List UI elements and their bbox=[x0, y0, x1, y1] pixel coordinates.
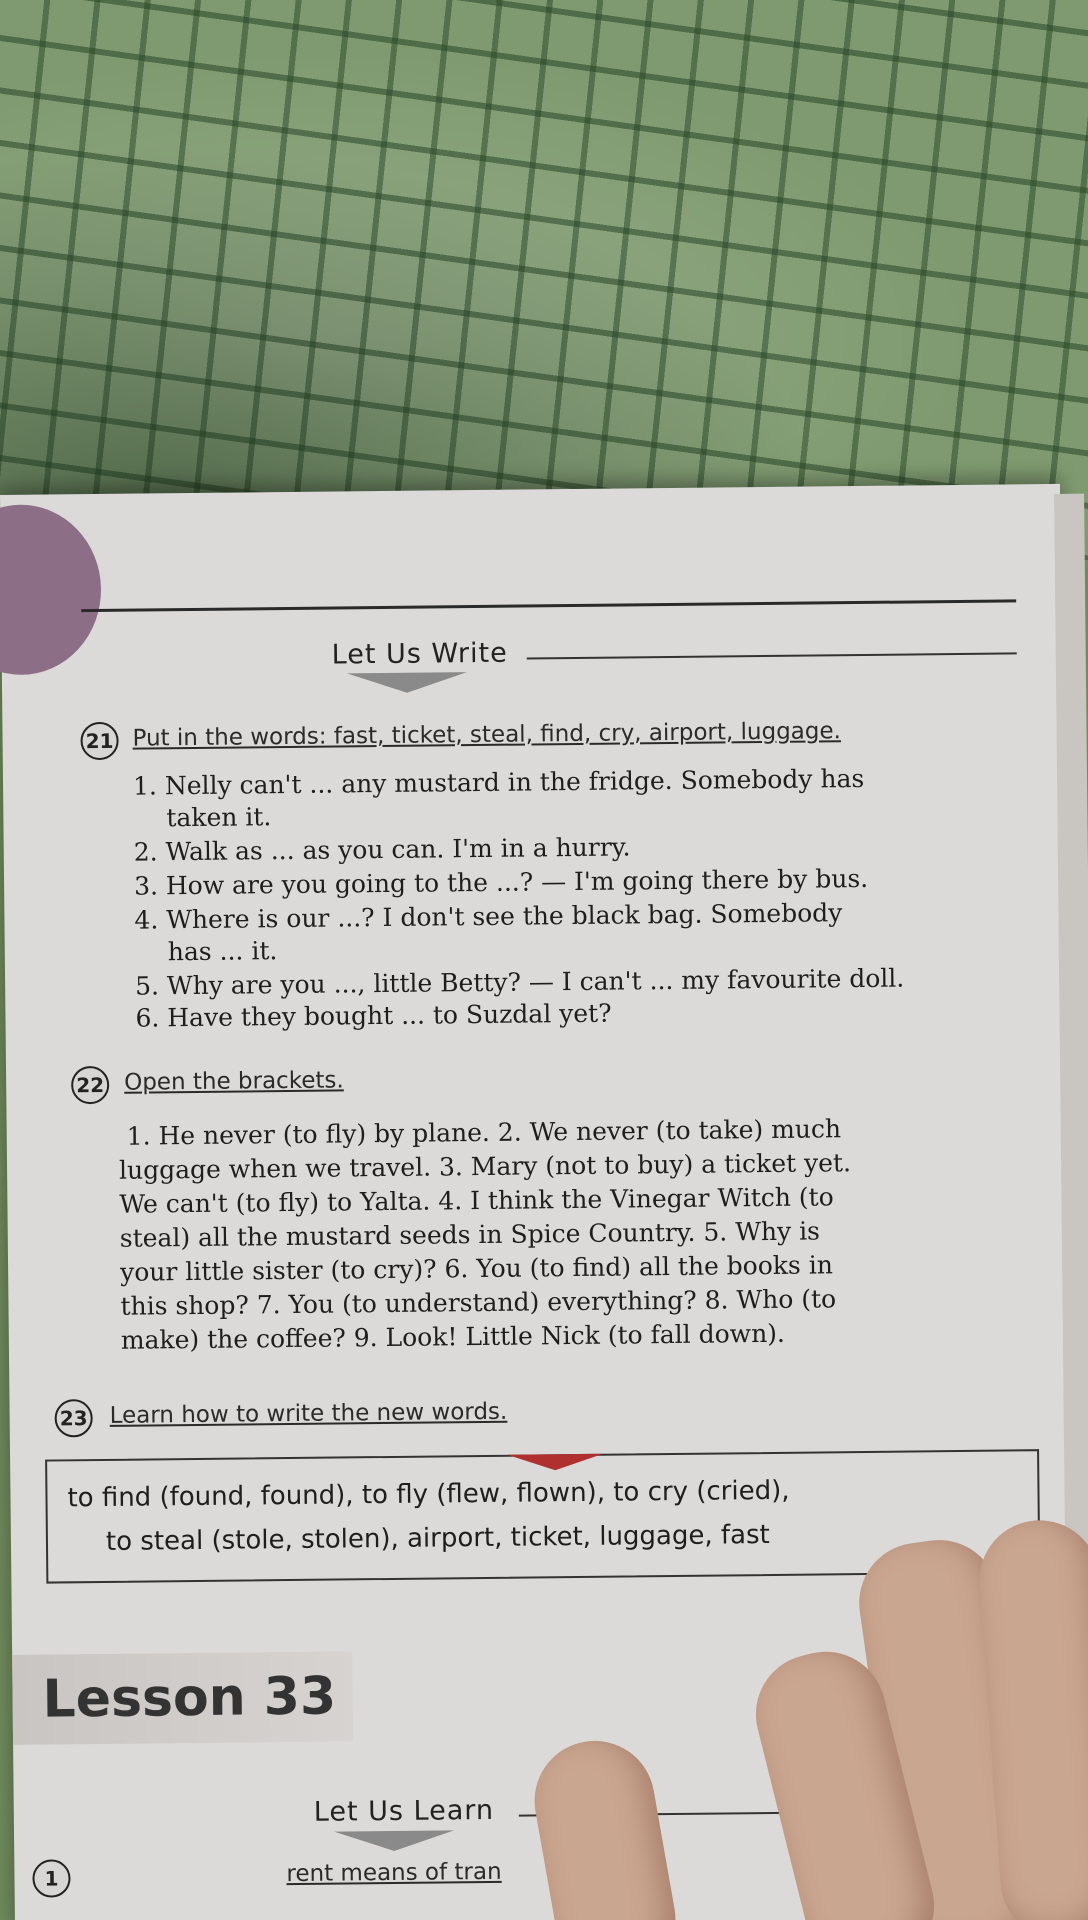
ex21-line: 1. Nelly can't ... any mustard in the fridge. Somebody has bbox=[132, 763, 865, 801]
ex22-line: steal) all the mustard seeds in Spice Country. 5. Why is bbox=[119, 1216, 821, 1253]
ex22-line: 1. He never (to fly) by plane. 2. We never (to take) much bbox=[126, 1114, 842, 1151]
new-words-line: to steal (stole, stolen), airport, ticket, luggage, fast bbox=[105, 1519, 770, 1557]
blanket-shadow bbox=[0, 0, 1088, 560]
box-tab bbox=[507, 1454, 603, 1471]
ex22-line: make) the coffee? 9. Look! Little Nick (to fall down). bbox=[120, 1318, 786, 1355]
ex22-line: this shop? 7. You (to understand) everything? 8. Who (to bbox=[120, 1284, 837, 1321]
corner-decoration bbox=[0, 504, 102, 676]
exercise-number-23: 23 bbox=[54, 1399, 92, 1437]
exercise-21-instruction: Put in the words: fast, ticket, steal, find, cry, airport, luggage. bbox=[132, 718, 842, 752]
ex21-line: 4. Where is our ...? I don't see the black bag. Somebody bbox=[134, 898, 843, 935]
heading-tab bbox=[347, 672, 467, 693]
ex21-line: has ... it. bbox=[167, 936, 278, 967]
ex22-line: your little sister (to cry)? 6. You (to find) all the books in bbox=[119, 1250, 833, 1287]
exercise-number-21: 21 bbox=[80, 722, 118, 760]
exercise-number-22: 22 bbox=[71, 1066, 109, 1104]
ex21-line: 5. Why are you ..., little Betty? — I can't ... my favourite doll. bbox=[134, 963, 905, 1001]
new-words-line: to find (found, found), to fly (flew, flown), to cry (cried), bbox=[67, 1475, 790, 1514]
ex21-line: 2. Walk as ... as you can. I'm in a hurry. bbox=[133, 832, 631, 867]
ex21-line: 6. Have they bought ... to Suzdal yet? bbox=[135, 998, 612, 1033]
exercise-number-1: 1 bbox=[32, 1859, 70, 1897]
exercise-1-instruction: rent means of tran bbox=[286, 1858, 502, 1888]
heading-rule bbox=[527, 652, 1017, 659]
ex21-line: 3. How are you going to the ...? — I'm going there by bus. bbox=[133, 863, 869, 901]
section-heading-learn: Let Us Learn bbox=[313, 1794, 495, 1828]
ex22-line: We can't (to fly) to Yalta. 4. I think the Vinegar Witch (to bbox=[119, 1182, 834, 1219]
lesson-title: Lesson 33 bbox=[42, 1666, 337, 1730]
section-heading-write: Let Us Write bbox=[331, 637, 508, 671]
exercise-22-instruction: Open the brackets. bbox=[124, 1067, 344, 1096]
top-rule bbox=[81, 599, 1016, 612]
ex22-line: luggage when we travel. 3. Mary (not to buy) a ticket yet. bbox=[118, 1148, 852, 1185]
exercise-23-instruction: Learn how to write the new words. bbox=[109, 1398, 508, 1429]
heading-tab bbox=[334, 1830, 454, 1851]
ex21-line: taken it. bbox=[166, 802, 272, 833]
